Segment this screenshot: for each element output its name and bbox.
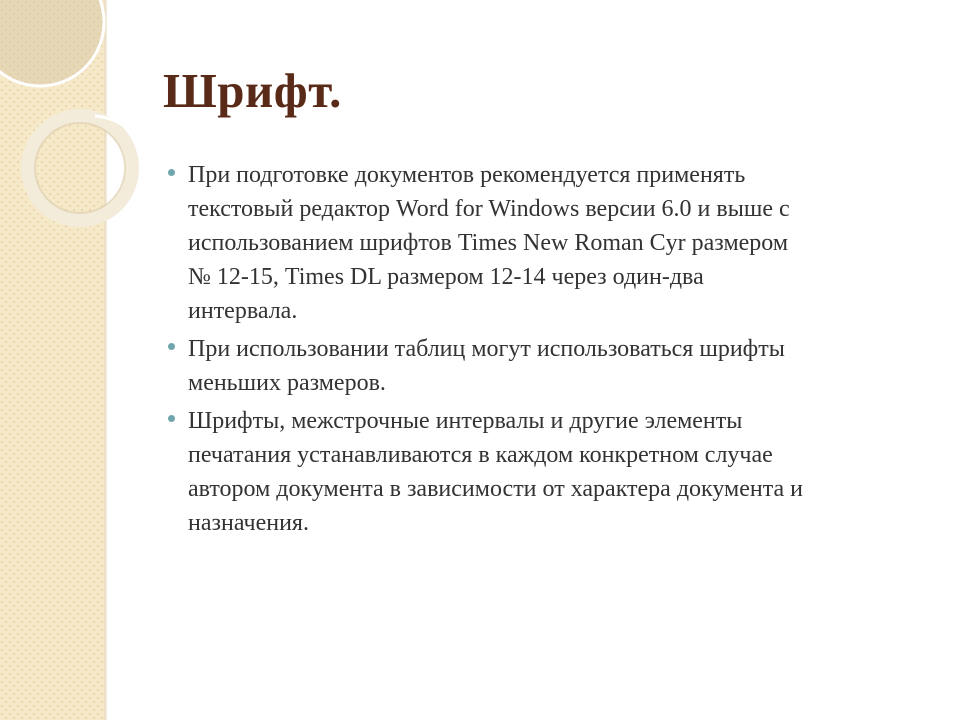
bullet-line: текстовый редактор Word for Windows версии 6.0 и выше с: [188, 196, 790, 222]
bullet-line: использованием шрифтов Times New Roman Cyr размером: [188, 230, 789, 256]
decor-ring-inner: [35, 123, 125, 213]
bullet-line: При использовании таблиц могут использоваться шрифты: [188, 336, 785, 362]
bullet-line: Шрифты, межстрочные интервалы и другие элементы: [188, 408, 743, 434]
decor-circle-large: [0, 0, 104, 86]
bullet-line: меньших размеров.: [188, 370, 386, 396]
bullet-icon: [168, 415, 175, 422]
bullet-item: [166, 158, 926, 328]
bullet-item: [166, 332, 926, 400]
decor-ring: [28, 116, 132, 220]
slide-title: Шрифт.: [163, 63, 342, 118]
bullet-line: интервала.: [188, 298, 298, 324]
bullet-line: автором документа в зависимости от характера документа и: [188, 476, 803, 502]
bullet-line: При подготовке документов рекомендуется применять: [188, 162, 746, 188]
decorative-circles: [0, 0, 180, 260]
bullet-line: назначения.: [188, 510, 309, 536]
bullet-line: печатания устанавливаются в каждом конкретном случае: [188, 442, 773, 468]
bullet-icon: [168, 343, 175, 350]
bullet-line: № 12-15, Times DL размером 12-14 через один-два: [188, 264, 704, 290]
bullet-icon: [168, 169, 175, 176]
bullet-item: [166, 404, 926, 540]
bullet-list: [166, 158, 926, 544]
